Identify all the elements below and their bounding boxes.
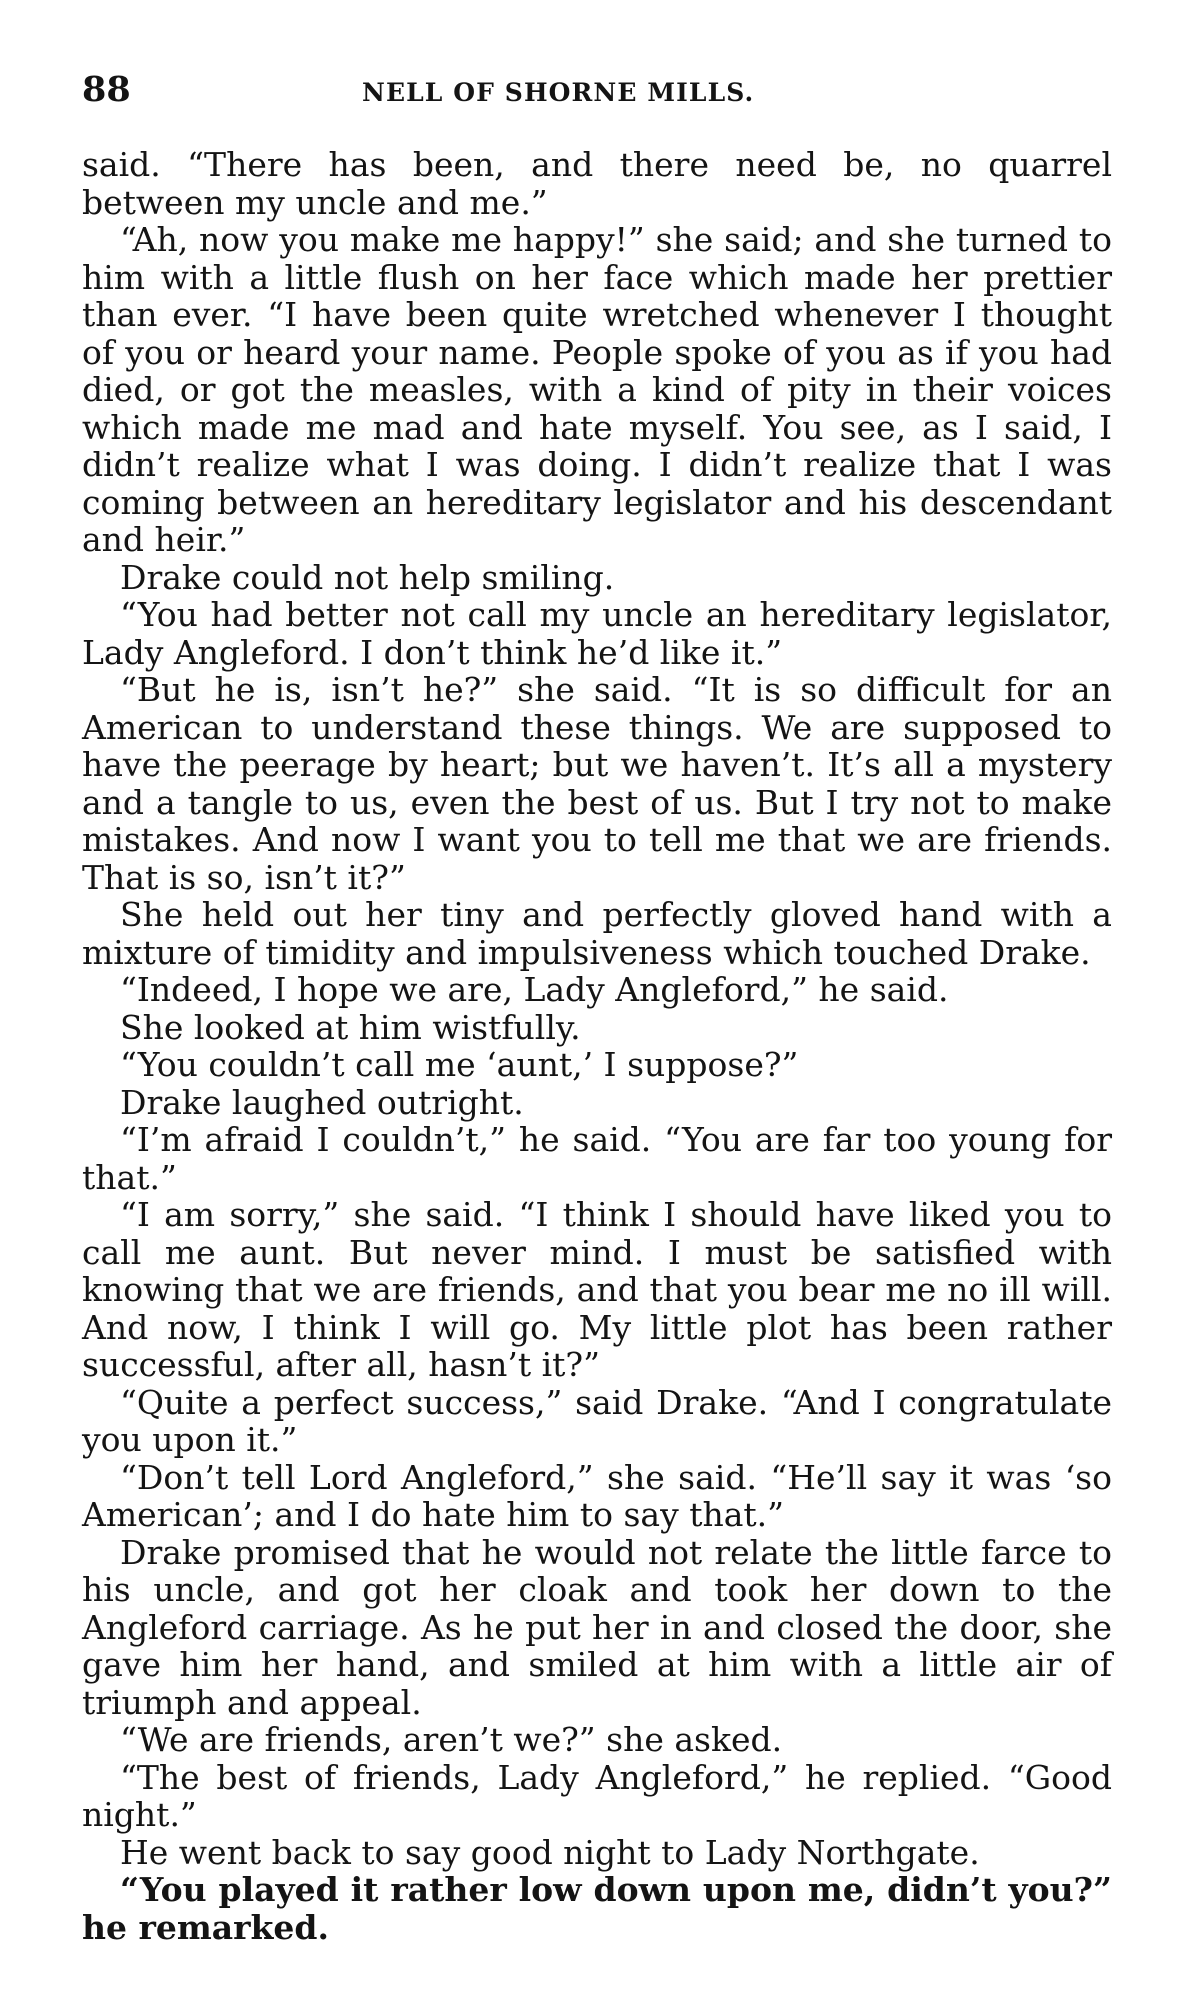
page-header [82, 69, 1112, 128]
paragraph: “I’m afraid I couldn’t,” he said. “You are far too young for that.” [82, 1120, 1112, 1197]
paragraph: “The best of friends, Lady Angleford,” he replied. “Good night.” [82, 1757, 1112, 1834]
paragraph: said. “There has been, and there need be, no quarrel between my uncle and me.” [82, 145, 1112, 222]
paragraph: “I am sorry,” she said. “I think I should have liked you to call me aunt. But never mind. I must be satisfied with knowing that we are friends, and that you bear me no ill will. And now, I think I will go. My little plot has been rather successful, after all, hasn’t it?” [82, 1195, 1112, 1384]
paragraph: “You had better not call my uncle an hereditary legislator, Lady Angleford. I don’t think he’d like it.” [82, 595, 1112, 672]
paragraph: “Quite a perfect success,” said Drake. “And I congratulate you upon it.” [82, 1382, 1112, 1459]
paragraph: “But he is, isn’t he?” she said. “It is so difficult for an American to understand these things. We are supposed to have the peerage by heart; but we haven’t. It’s all a mystery and a tangle to us, even the best of us. But I try not to make mistakes. And now I want you to tell me that we are friends. That is so, isn’t it?” [82, 670, 1112, 897]
paragraph: Drake could not help smiling. [120, 557, 615, 597]
running-head: NELL OF SHORNE MILLS. [362, 78, 755, 107]
paragraph: “Don’t tell Lord Angleford,” she said. “He’ll say it was ‘so American’; and I do hate him to say that.” [82, 1457, 1112, 1534]
paragraph: He went back to say good night to Lady Northgate. [120, 1832, 980, 1872]
paragraph: “You played it rather low down upon me, didn’t you?” he remarked. [82, 1870, 1112, 1947]
paragraph: “You couldn’t call me ‘aunt,’ I suppose?” [120, 1045, 799, 1084]
paragraph: She looked at him wistfully. [120, 1007, 581, 1047]
paragraph: She held out her tiny and perfectly gloved hand with a mixture of timidity and impulsiveness which touched Drake. [82, 895, 1112, 972]
paragraph: Drake laughed outright. [120, 1082, 524, 1122]
paragraph: Drake promised that he would not relate the little farce to his uncle, and got her cloak and took her down to the Angleford carriage. As he put her in and closed the door, she gave him her hand, and smiled at him with a little air of triumph and appeal. [82, 1532, 1112, 1722]
page-number: 88 [82, 69, 131, 110]
paragraph: “We are friends, aren’t we?” she asked. [120, 1720, 783, 1759]
paragraph: “Ah, now you make me happy!” she said; and she turned to him with a little flush on her face which made her prettier than ever. “I have been quite wretched whenever I thought of you or heard your name. People spoke of you as if you had died, or got the measles, with a kind of pity in their voices which made me mad and hate myself. You see, as I said, I didn’t realize what I was doing. I didn’t realize that I was coming between an hereditary legislator and his descendant and heir.” [82, 220, 1112, 559]
body-text [82, 146, 1112, 1946]
paragraph: “Indeed, I hope we are, Lady Angleford,” he said. [120, 970, 949, 1009]
